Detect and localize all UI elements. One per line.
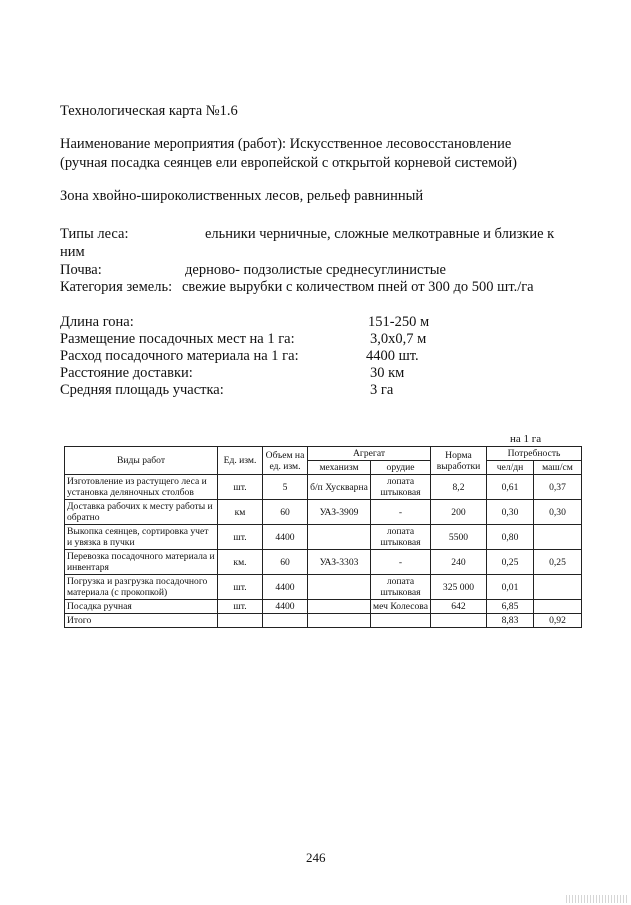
col-header-mechanism: механизм xyxy=(308,461,371,475)
param-label: Длина гона: xyxy=(60,314,134,330)
table-row xyxy=(65,575,582,600)
cell-tool: лопата штыковая xyxy=(371,525,431,550)
table-row xyxy=(65,475,582,500)
land-category-label: Категория земель: xyxy=(60,279,173,295)
page-number: 246 xyxy=(306,850,326,865)
cell-tool: - xyxy=(371,550,431,575)
cell-mechanism: УАЗ-3909 xyxy=(308,500,371,525)
cell-mechanism xyxy=(308,525,371,550)
cell-unit: шт. xyxy=(218,475,263,500)
soil-label: Почва: xyxy=(60,262,102,278)
cell-machine-shifts: 0,37 xyxy=(534,475,582,500)
cell-machine-shifts xyxy=(534,600,582,614)
col-header-volume: Объем на ед. изм. xyxy=(263,447,308,475)
cell-machine-shifts: 0,30 xyxy=(534,500,582,525)
param-label: Размещение посадочных мест на 1 га: xyxy=(60,331,295,347)
col-header-unit: Ед. изм. xyxy=(218,447,263,475)
param-label: Расход посадочного материала на 1 га: xyxy=(60,348,299,364)
col-header-person-days: чел/дн xyxy=(487,461,534,475)
table-header-row xyxy=(65,447,582,461)
cell-mechanism: б/п Хускварна xyxy=(308,475,371,500)
cell-machine-shifts xyxy=(534,575,582,600)
cell-person-days: 0,61 xyxy=(487,475,534,500)
cell-work: Перевозка посадочного материала и инвентаря xyxy=(65,550,218,575)
cell-mechanism: УАЗ-3303 xyxy=(308,550,371,575)
cell-volume: 60 xyxy=(263,550,308,575)
forest-zone: Зона хвойно-широколиственных лесов, рельеф равнинный xyxy=(60,188,424,204)
cell-work: Посадка ручная xyxy=(65,600,218,614)
cell-norm: 200 xyxy=(431,500,487,525)
col-header-work: Виды работ xyxy=(65,447,218,475)
cell-norm: 642 xyxy=(431,600,487,614)
table-unit-note: на 1 га xyxy=(510,433,542,445)
cell-volume: 4400 xyxy=(263,600,308,614)
cell-unit: шт. xyxy=(218,575,263,600)
activity-name-line1: Наименование мероприятия (работ): Искусственное лесовосстановление xyxy=(60,136,512,152)
cell-person-days: 0,25 xyxy=(487,550,534,575)
param-label: Средняя площадь участка: xyxy=(60,382,224,398)
cell-unit: шт. xyxy=(218,600,263,614)
col-header-tool: орудие xyxy=(371,461,431,475)
cell-norm: 8,2 xyxy=(431,475,487,500)
soil-value: дерново- подзолистые среднесуглинистые xyxy=(185,262,446,278)
cell-unit: км xyxy=(218,500,263,525)
table-row xyxy=(65,550,582,575)
cell-empty xyxy=(308,614,371,628)
cell-person-days: 6,85 xyxy=(487,600,534,614)
cell-norm: 240 xyxy=(431,550,487,575)
cell-volume: 60 xyxy=(263,500,308,525)
cell-machine-shifts: 0,25 xyxy=(534,550,582,575)
cell-volume: 4400 xyxy=(263,575,308,600)
cell-norm: 325 000 xyxy=(431,575,487,600)
cell-unit: шт. xyxy=(218,525,263,550)
scan-edge-artifact xyxy=(566,895,628,903)
cell-empty xyxy=(431,614,487,628)
cell-work: Погрузка и разгрузка посадочного материала (с прокопкой) xyxy=(65,575,218,600)
col-header-machine-shifts: маш/см xyxy=(534,461,582,475)
param-value: 3,0х0,7 м xyxy=(370,331,427,347)
cell-mechanism xyxy=(308,600,371,614)
cell-tool: лопата штыковая xyxy=(371,475,431,500)
cell-person-days: 0,01 xyxy=(487,575,534,600)
table-row xyxy=(65,500,582,525)
cell-person-days: 0,80 xyxy=(487,525,534,550)
land-category-value: свежие вырубки с количеством пней от 300 до 500 шт./га xyxy=(182,279,534,295)
table-row xyxy=(65,525,582,550)
work-table xyxy=(64,446,582,628)
param-value: 151-250 м xyxy=(368,314,430,330)
param-value: 3 га xyxy=(370,382,394,398)
cell-person-days: 0,30 xyxy=(487,500,534,525)
param-label: Расстояние доставки: xyxy=(60,365,193,381)
cell-unit: км. xyxy=(218,550,263,575)
col-header-norm: Норма выработки xyxy=(431,447,487,475)
cell-tool: лопата штыковая xyxy=(371,575,431,600)
col-header-aggregate: Агрегат xyxy=(308,447,431,461)
cell-tool: меч Колесова xyxy=(371,600,431,614)
total-machine-shifts: 0,92 xyxy=(534,614,582,628)
table-total-row xyxy=(65,614,582,628)
cell-machine-shifts xyxy=(534,525,582,550)
cell-empty xyxy=(371,614,431,628)
cell-work: Доставка рабочих к месту работы и обратно xyxy=(65,500,218,525)
cell-tool: - xyxy=(371,500,431,525)
forest-types-continuation: ним xyxy=(60,244,85,260)
cell-empty xyxy=(218,614,263,628)
activity-name-line2: (ручная посадка сеянцев ели европейской с открытой корневой системой) xyxy=(60,155,517,171)
card-title: Технологическая карта №1.6 xyxy=(60,103,238,119)
cell-work: Изготовление из растущего леса и установка деляночных столбов xyxy=(65,475,218,500)
param-value: 30 км xyxy=(370,365,405,381)
table-row xyxy=(65,600,582,614)
cell-volume: 5 xyxy=(263,475,308,500)
cell-volume: 4400 xyxy=(263,525,308,550)
forest-types-label: Типы леса: xyxy=(60,226,129,242)
cell-empty xyxy=(263,614,308,628)
cell-work: Выкопка сеянцев, сортировка учет и увязка в пучки xyxy=(65,525,218,550)
cell-mechanism xyxy=(308,575,371,600)
total-person-days: 8,83 xyxy=(487,614,534,628)
col-header-need: Потребность xyxy=(487,447,582,461)
param-value: 4400 шт. xyxy=(366,348,419,364)
cell-norm: 5500 xyxy=(431,525,487,550)
forest-types-value: ельники черничные, сложные мелкотравные и близкие к xyxy=(205,226,555,242)
total-label: Итого xyxy=(65,614,218,628)
